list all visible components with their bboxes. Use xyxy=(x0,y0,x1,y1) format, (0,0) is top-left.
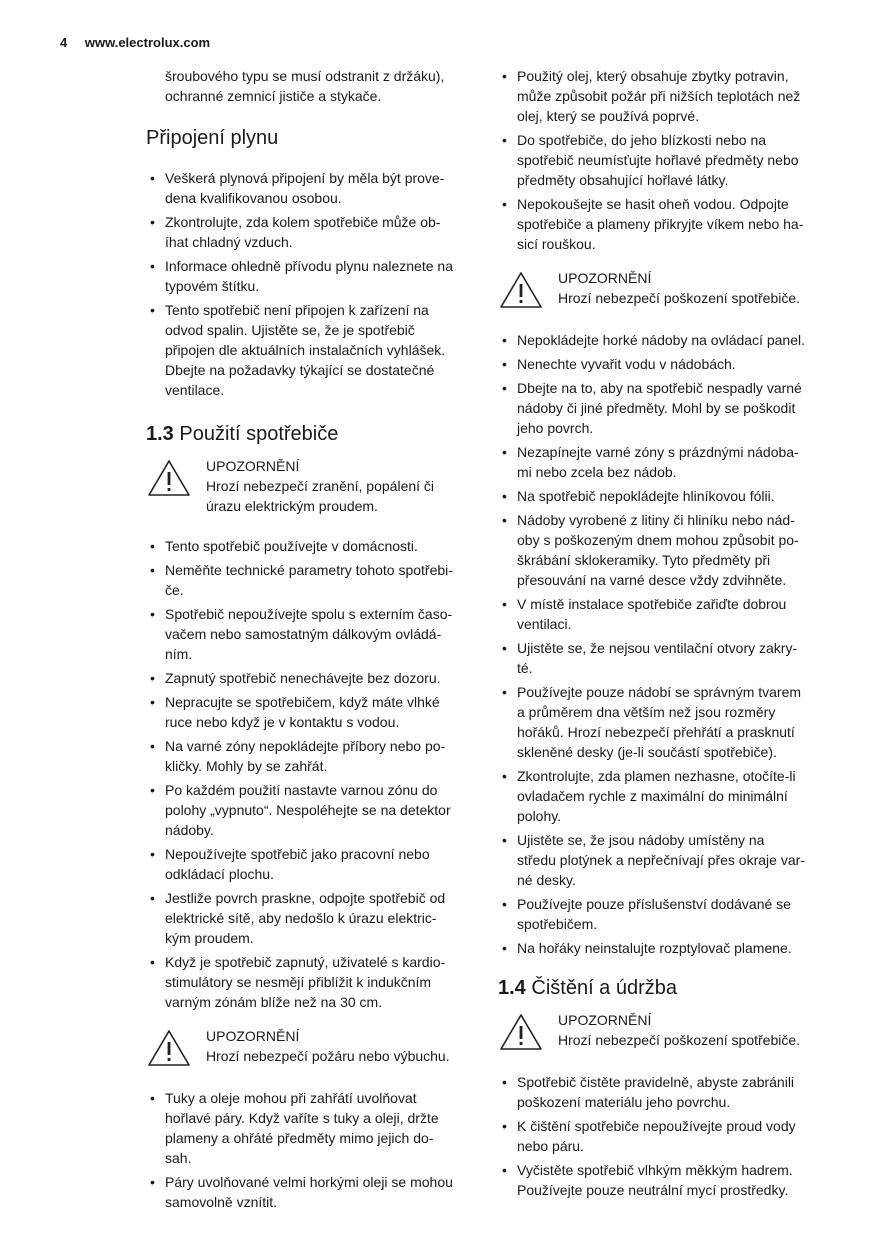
list-item: • Nádoby vyrobené z litiny či hliníku nebo nád- oby s poškozeným dnem mohou způsobit po- škrábání sklokeramiky. Tyto předměty při přesouvání na varné desce vždy zdvihněte. xyxy=(498,510,818,590)
warning-title: UPOZORNĚNÍ xyxy=(206,1028,300,1044)
warning-title: UPOZORNĚNÍ xyxy=(558,1012,652,1028)
damage-list xyxy=(498,330,818,958)
list-item: • Po každém použití nastavte varnou zónu do polohy „vypnuto“. Nespoléhejte se na detektor nádoby. xyxy=(146,780,466,840)
list-item: • K čištění spotřebiče nepoužívejte proud vody nebo páru. xyxy=(498,1116,818,1156)
oil-list xyxy=(498,66,818,254)
list-item: • Ujistěte se, že jsou nádoby umístěny na středu plotýnek a nepřečnívají přes okraje var- né desky. xyxy=(498,830,818,890)
list-item: • Zapnutý spotřebič nenechávejte bez dozoru. xyxy=(146,668,466,688)
list-item: • Páry uvolňované velmi horkými oleji se mohou samovolně vznítit. xyxy=(146,1172,466,1212)
warning-box xyxy=(146,456,466,516)
use-list xyxy=(146,536,466,1012)
list-item: • Na hořáky neinstalujte rozptylovač plamene. xyxy=(498,938,818,958)
list-item: • Nenechte vyvařit vodu v nádobách. xyxy=(498,354,818,374)
warning-triangle-icon xyxy=(146,1028,192,1068)
cleaning-list xyxy=(498,1072,818,1200)
list-item: • Tento spotřebič používejte v domácnosti. xyxy=(146,536,466,556)
warning-box xyxy=(498,268,818,310)
list-item: • Tento spotřebič není připojen k zařízení na odvod spalin. Ujistěte se, že je spotřebič připojen dle aktuálních instalačních vyhlášek. Dbejte na požadavky týkající se dostatečné ventilace. xyxy=(146,300,466,400)
list-item: • V místě instalace spotřebiče zařiďte dobrou ventilaci. xyxy=(498,594,818,634)
warning-text: UPOZORNĚNÍ Hrozí nebezpečí poškození spotřebiče. xyxy=(558,1012,801,1048)
list-item: • Nepoužívejte spotřebič jako pracovní nebo odkládací plochu. xyxy=(146,844,466,884)
list-item: • Nepokoušejte se hasit oheň vodou. Odpojte spotřebiče a plameny přikryjte víkem nebo ha- sicí rouškou. xyxy=(498,194,818,254)
list-item: • Nepokládejte horké nádoby na ovládací panel. xyxy=(498,330,818,350)
gas-connection-list xyxy=(146,168,466,400)
list-item: • Dbejte na to, aby na spotřebič nespadly varné nádoby či jiné předměty. Mohl by se poškodit jeho povrch. xyxy=(498,378,818,438)
list-item: • Zkontrolujte, zda kolem spotřebiče může ob- íhat chladný vzduch. xyxy=(146,212,466,252)
left-column xyxy=(146,66,466,1216)
list-item: • Do spotřebiče, do jeho blízkosti nebo na spotřebič neumísťujte hořlavé předměty nebo předměty obsahující hořlavé látky. xyxy=(498,130,818,190)
list-item: • Používejte pouze příslušenství dodávané se spotřebičem. xyxy=(498,894,818,934)
use-heading: 1.3 Použití spotřebiče xyxy=(146,423,339,445)
list-item: • Používejte pouze nádobí se správným tvarem a průměrem dna větším než jsou rozměry hořáků. Hrozí nebezpečí přehřátí a prasknutí skleněné desky (je-li součástí spotřebiče). xyxy=(498,682,818,762)
warning-title: UPOZORNĚNÍ xyxy=(206,458,300,474)
warning-triangle-icon xyxy=(498,1012,544,1052)
warning-text: UPOZORNĚNÍ Hrozí nebezpečí požáru nebo výbuchu. xyxy=(206,1028,450,1064)
list-item: • Zkontrolujte, zda plamen nezhasne, otočíte-li ovladačem rychle z maximální do minimální polohy. xyxy=(498,766,818,826)
list-item: • Jestliže povrch praskne, odpojte spotřebič od elektrické sítě, aby nedošlo k úrazu elektric- kým proudem. xyxy=(146,888,466,948)
list-item: • Ujistěte se, že nejsou ventilační otvory zakry- té. xyxy=(498,638,818,678)
list-item: • Neměňte technické parametry tohoto spotřebi- če. xyxy=(146,560,466,600)
list-item: • Nepracujte se spotřebičem, když máte vlhké ruce nebo když je v kontaktu s vodou. xyxy=(146,692,466,732)
warning-triangle-icon xyxy=(498,270,544,310)
page-header xyxy=(60,35,210,50)
intro-paragraph: šroubového typu se musí odstranit z držáku), ochranné zemnicí jističe a stykače. xyxy=(165,68,445,104)
fire-list xyxy=(146,1088,466,1212)
warning-box xyxy=(146,1026,466,1068)
list-item: • Na varné zóny nepokládejte příbory nebo po- kličky. Mohly by se zahřát. xyxy=(146,736,466,776)
list-item: • Spotřebič nepoužívejte spolu s externím časo- vačem nebo samostatným dálkovým ovládá- ním. xyxy=(146,604,466,664)
right-column xyxy=(498,66,818,1204)
list-item: • Nezapínejte varné zóny s prázdnými nádoba- mi nebo zcela bez nádob. xyxy=(498,442,818,482)
warning-text: UPOZORNĚNÍ Hrozí nebezpečí poškození spotřebiče. xyxy=(558,270,801,306)
website-url[interactable]: www.electrolux.com xyxy=(84,35,211,50)
list-item: • Spotřebič čistěte pravidelně, abyste zabránili poškození materiálu jeho povrchu. xyxy=(498,1072,818,1112)
cleaning-heading: 1.4 Čištění a údržba xyxy=(498,977,678,999)
list-item: • Použitý olej, který obsahuje zbytky potravin, může způsobit požár při nižších teplotách než olej, který se používá poprvé. xyxy=(498,66,818,126)
warning-box xyxy=(498,1010,818,1052)
list-item: • Když je spotřebič zapnutý, uživatelé s kardio- stimulátory se nesmějí přiblížit k indukčním varným zónám blíže než na 30 cm. xyxy=(146,952,466,1012)
list-item: • Tuky a oleje mohou při zahřátí uvolňovat hořlavé páry. Když vaříte s tuky a oleji, držte plameny a ohřáté předměty mimo jejich do- sah. xyxy=(146,1088,466,1168)
list-item: • Vyčistěte spotřebič vlhkým měkkým hadrem. Používejte pouze neutrální mycí prostředky. xyxy=(498,1160,818,1200)
page-number: 4 xyxy=(60,35,68,50)
warning-title: UPOZORNĚNÍ xyxy=(558,270,652,286)
gas-connection-heading: Připojení plynu xyxy=(146,127,279,149)
warning-triangle-icon xyxy=(146,458,192,498)
list-item: • Na spotřebič nepokládejte hliníkovou fólii. xyxy=(498,486,818,506)
list-item: • Veškerá plynová připojení by měla být prove- dena kvalifikovanou osobou. xyxy=(146,168,466,208)
list-item: • Informace ohledně přívodu plynu naleznete na typovém štítku. xyxy=(146,256,466,296)
warning-text: UPOZORNĚNÍ Hrozí nebezpečí zranění, popálení či úrazu elektrickým proudem. xyxy=(206,458,435,514)
